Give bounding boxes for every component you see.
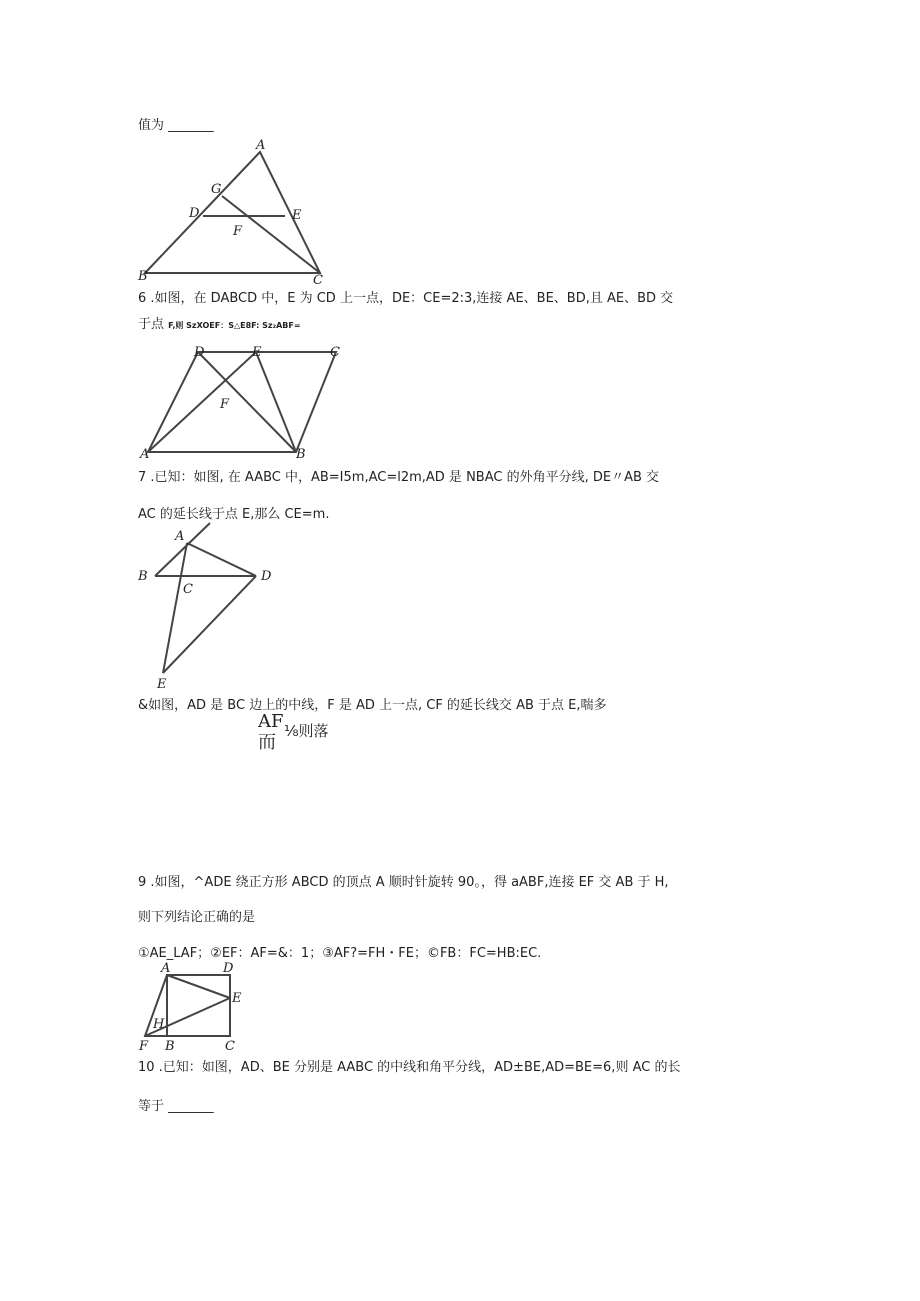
label-b: B [138,269,148,284]
q7-line2: AC 的延长线于点 E,那么 CE=m. [138,507,330,522]
q9-line1: 9 .如图，^ADE 绕正方形 ABCD 的顶点 A 顺时针旋转 90。，得 aABF,连接 EF 交 AB 于 H, [138,875,669,890]
label-h: H [153,1017,165,1032]
q6-line2 [138,313,301,332]
label-a: A [256,138,266,153]
figure-square-rotation [135,958,255,1053]
segment-de [163,576,256,673]
figure-triangle-dge [130,135,350,288]
label-a: A [140,447,150,462]
q10-prefix: 等于 [138,1099,165,1114]
q8-line1: &如图，AD 是 BC 边上的中线，F 是 AD 上一点, CF 的延长线交 AB 于点 E,喘多 [138,698,607,713]
label-e: E [252,345,262,360]
square-abcd [167,975,230,1036]
q10-line2 [138,1095,214,1114]
q5-text [138,114,214,133]
label-a: A [175,529,185,544]
label-d: D [194,345,205,360]
q10-blank: _______ [168,1099,214,1114]
label-b: B [165,1039,175,1054]
q7-line1: 7 .已知：如图, 在 AABC 中，AB=I5m,AC=l2m,AD 是 NBAC 的外角平分线, DE〃AB 交 [138,470,660,485]
q10-line1: 10 .已知：如图，AD、BE 分别是 AABC 的中线和角平分线，AD±BE,AD=BE=6,则 AC 的长 [138,1060,681,1075]
label-c: C [225,1039,235,1054]
q9-line2: 则下列结论正确的是 [138,910,256,925]
label-e: E [232,991,242,1006]
q8-frac-num: AF [258,711,284,732]
q8-frac-tail: ⅛则落 [284,722,329,740]
label-d: D [223,961,234,976]
q9-line3: ①AE_LAF；②EF：AF=&：1；③AF?=FH・FE；©FB：FC=HB:EC. [138,946,542,961]
label-b: B [296,447,306,462]
label-d: D [189,206,200,221]
segment-ae [167,975,230,998]
label-f: F [220,397,230,412]
segment-ad [187,543,256,576]
label-c: C [183,582,193,597]
segment-ae [163,543,187,673]
segment-be [256,352,296,452]
label-g: G [211,182,222,197]
label-c: C [313,273,323,288]
figure-exterior-bisector [135,518,295,692]
label-c: C [330,345,340,360]
figure-parallelogram [138,340,368,465]
label-e: E [292,208,302,223]
q6-ratio: F,则 SzXOEF：S△E8F: Sz₂ABF= [168,321,301,330]
q6-prefix: 于点 [138,317,165,332]
label-f: F [139,1039,149,1054]
q5-blank: _______ [168,118,214,133]
segment-bd [198,352,296,452]
segment-ae [148,352,256,452]
label-f: F [233,224,243,239]
label-d: D [261,569,272,584]
q8-fraction [258,712,284,754]
label-a: A [161,961,171,976]
q8-frac-den: 而 [258,732,276,753]
label-b: B [138,569,148,584]
q5-tail: 值为 [138,118,165,133]
parallelogram-abcd [148,352,336,452]
label-e: E [157,677,167,692]
q6-line1: 6 .如图，在 DABCD 中，E 为 CD 上一点，DE：CE=2:3,连接 AE、BE、BD,且 AE、BD 交 [138,291,674,306]
